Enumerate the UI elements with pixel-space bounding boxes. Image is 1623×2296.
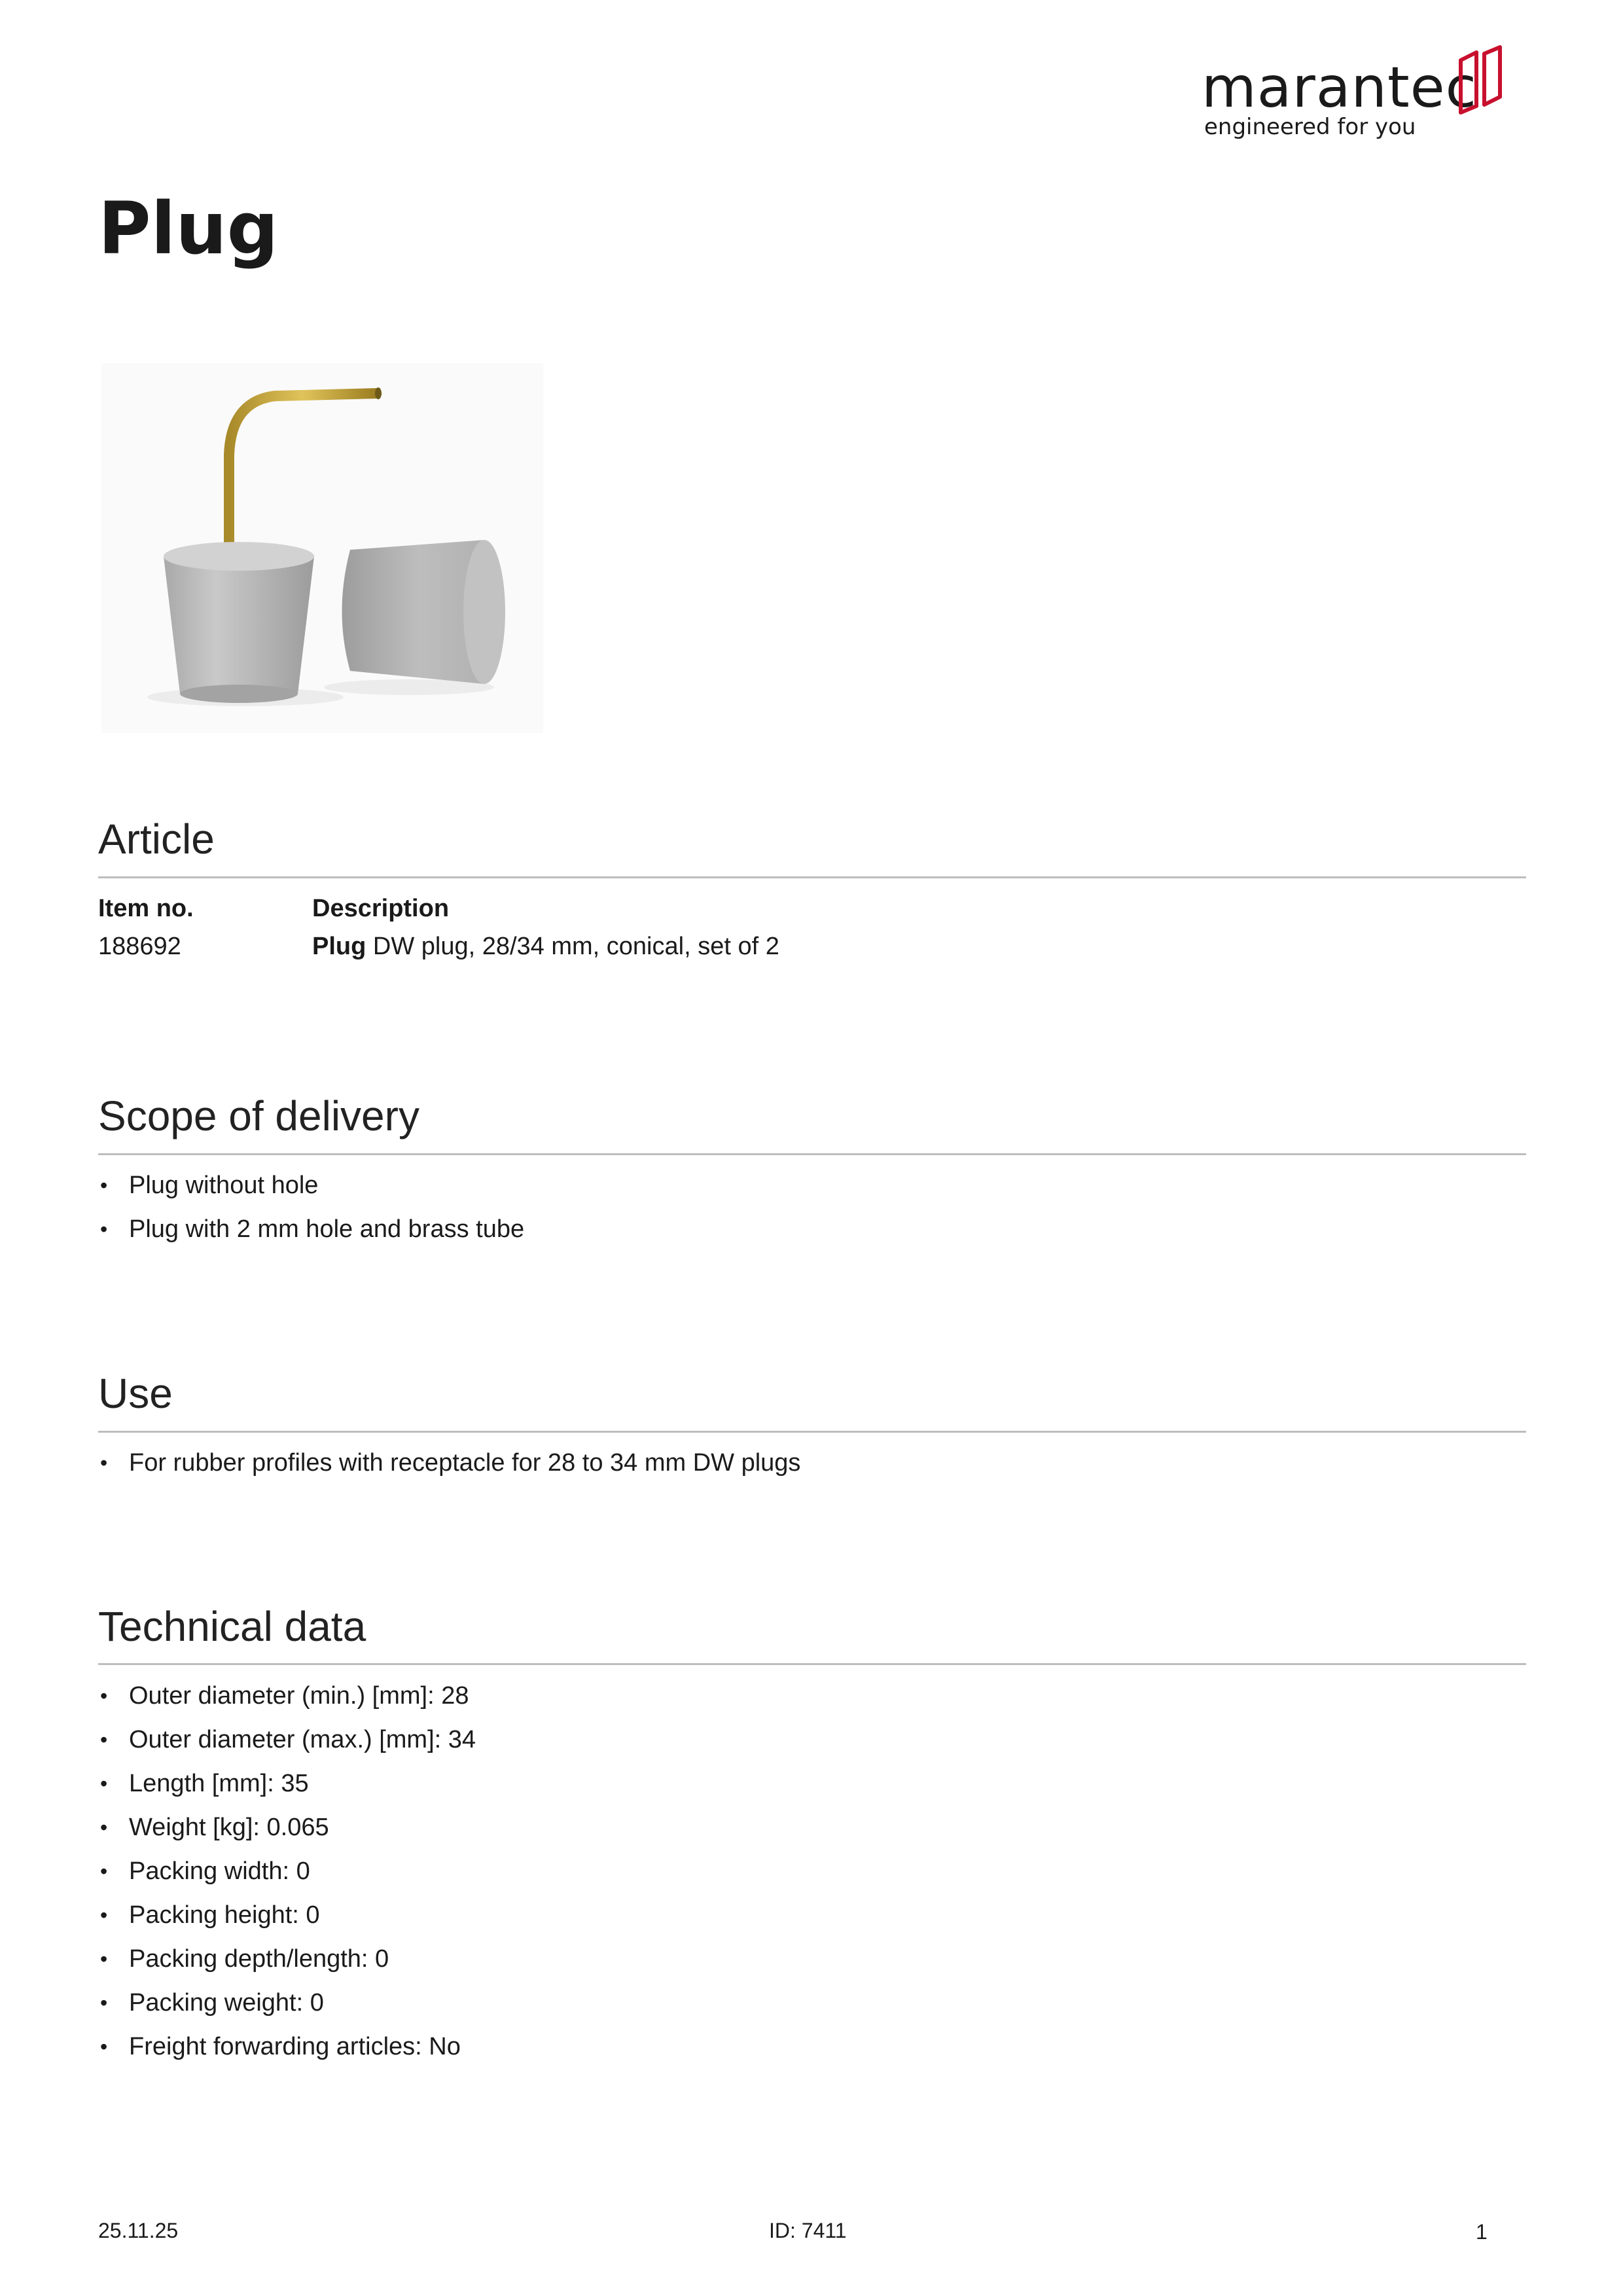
- marantec-mark-icon: [1457, 45, 1504, 115]
- description-text: DW plug, 28/34 mm, conical, set of 2: [372, 933, 779, 960]
- use-divider: [98, 1431, 1526, 1433]
- use-heading: Use: [98, 1370, 173, 1417]
- list-item: • Packing depth/length: 0: [98, 1937, 476, 1981]
- brand-logo: [1202, 41, 1503, 152]
- technical-list: [98, 1674, 476, 2069]
- scope-divider: [98, 1153, 1526, 1155]
- list-item: • Outer diameter (min.) [mm]: 28: [98, 1674, 476, 1718]
- product-illustration: [101, 363, 543, 733]
- item-no-value: 188692: [98, 933, 181, 960]
- list-item: • Freight forwarding articles: No: [98, 2025, 476, 2069]
- footer-id: ID: 7411: [769, 2219, 847, 2242]
- technical-divider: [98, 1663, 1526, 1665]
- description-product-name: Plug: [312, 933, 366, 960]
- brand-name: marantec: [1202, 55, 1477, 120]
- list-item: • Packing weight: 0: [98, 1981, 476, 2025]
- page-number: 1: [1476, 2220, 1488, 2244]
- list-item: • Length [mm]: 35: [98, 1762, 476, 1806]
- description-header: Description: [312, 895, 450, 922]
- item-no-header: Item no.: [98, 895, 194, 922]
- page-title: Plug: [98, 187, 279, 270]
- list-item: • Weight [kg]: 0.065: [98, 1806, 476, 1850]
- scope-heading: Scope of delivery: [98, 1092, 419, 1139]
- description-value: [312, 933, 779, 961]
- article-divider: [98, 876, 1526, 878]
- footer-date: 25.11.25: [98, 2219, 179, 2242]
- list-item: • For rubber profiles with receptacle for 28 to 34 mm DW plugs: [98, 1441, 800, 1485]
- article-heading: Article: [98, 816, 215, 863]
- scope-list: [98, 1164, 524, 1251]
- list-item: • Packing height: 0: [98, 1893, 476, 1937]
- product-image: [101, 363, 543, 733]
- list-item: • Plug with 2 mm hole and brass tube: [98, 1208, 524, 1251]
- list-item: • Packing width: 0: [98, 1850, 476, 1893]
- use-list: [98, 1441, 800, 1485]
- technical-heading: Technical data: [98, 1603, 366, 1650]
- list-item: • Outer diameter (max.) [mm]: 34: [98, 1718, 476, 1762]
- brand-tagline: engineered for you: [1204, 114, 1416, 140]
- list-item: • Plug without hole: [98, 1164, 524, 1208]
